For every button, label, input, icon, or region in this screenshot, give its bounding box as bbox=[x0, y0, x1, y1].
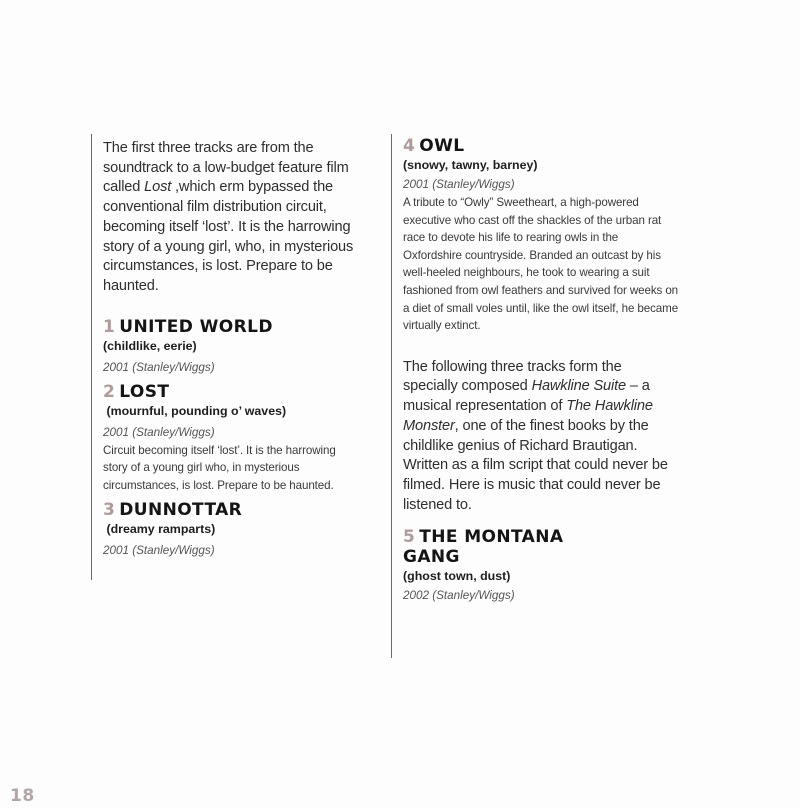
track-title bbox=[103, 382, 381, 402]
track-5 bbox=[403, 527, 686, 604]
suite-text: The following three tracks form the specially composed bbox=[403, 358, 622, 395]
track-title bbox=[103, 500, 381, 520]
track-name: DUNNOTTAR bbox=[119, 500, 243, 521]
track-name: UNITED WORLD bbox=[119, 316, 273, 337]
track-credit: 2001 (Stanley/Wiggs) bbox=[103, 360, 215, 374]
track-name: OWL bbox=[419, 136, 465, 156]
track-subtitle: (dreamy ramparts) bbox=[103, 522, 216, 537]
track-subtitle: (snowy, tawny, barney) bbox=[403, 158, 538, 172]
page-number: 18 bbox=[10, 786, 35, 806]
track-subtitle: (ghost town, dust) bbox=[403, 569, 511, 584]
track-3 bbox=[103, 500, 381, 559]
intro-text: The first three tracks are from the soundtrack to a low-budget feature film called bbox=[103, 140, 349, 196]
track-credit: 2001 (Stanley/Wiggs) bbox=[103, 544, 215, 558]
track-description: Circuit becoming itself ‘lost’. It is the harrowing story of a young girl who, in mysterious circumstances, is lost. Prepare to be haunted. bbox=[103, 443, 336, 492]
track-credit: 2001 (Stanley/Wiggs) bbox=[403, 178, 515, 191]
track-name: THE MONTANA GANG bbox=[403, 527, 564, 568]
track-credit: 2001 (Stanley/Wiggs) bbox=[103, 425, 215, 439]
suite-text-cont: – a musical representation of bbox=[403, 378, 650, 415]
suite-title: Hawkline Suite bbox=[531, 378, 626, 395]
track-credit: 2002 (Stanley/Wiggs) bbox=[403, 589, 515, 603]
track-4 bbox=[403, 136, 686, 335]
track-number: 2 bbox=[103, 381, 116, 402]
track-subtitle: (mournful, pounding o’ waves) bbox=[103, 403, 287, 418]
track-number: 5 bbox=[403, 527, 416, 548]
intro-film-title: Lost bbox=[144, 179, 172, 196]
track-title bbox=[403, 527, 686, 567]
book-title: The Hawkline Monster bbox=[403, 398, 653, 434]
track-2 bbox=[103, 382, 381, 495]
right-column bbox=[391, 134, 686, 658]
track-number: 3 bbox=[103, 500, 116, 521]
left-column bbox=[91, 134, 381, 580]
track-title bbox=[103, 317, 381, 337]
suite-text-end: , one of the finest books by the childlike genius of Richard Brautigan. Written as a film script that could never be filmed. Here is music that could never be listened to. bbox=[403, 417, 668, 513]
intro-paragraph bbox=[103, 139, 381, 297]
track-subtitle: (childlike, eerie) bbox=[103, 338, 197, 353]
track-name: LOST bbox=[119, 381, 170, 402]
track-1 bbox=[103, 317, 381, 376]
suite-intro-paragraph bbox=[403, 358, 675, 516]
track-title bbox=[403, 136, 686, 156]
track-number: 4 bbox=[403, 136, 416, 156]
intro-text-cont: ,which erm bypassed the conventional film distribution circuit, becoming itself ‘lost’. It is the harrowing story of a young girl, who, in mysterious circumstances, is lost. Prepare to be haunted. bbox=[103, 179, 354, 294]
track-description: A tribute to “Owly” Sweetheart, a high-powered executive who cast off the shackles of the urban rat race to devote his life to rearing owls in the Oxfordshire countryside. Branded an outcast by his well-heeled neighbours, he took to wearing a suit fashioned from owl feathers and survived for weeks on a diet of small voles until, like the owl itself, he became virtually extinct. bbox=[403, 196, 679, 333]
track-number: 1 bbox=[103, 316, 116, 337]
